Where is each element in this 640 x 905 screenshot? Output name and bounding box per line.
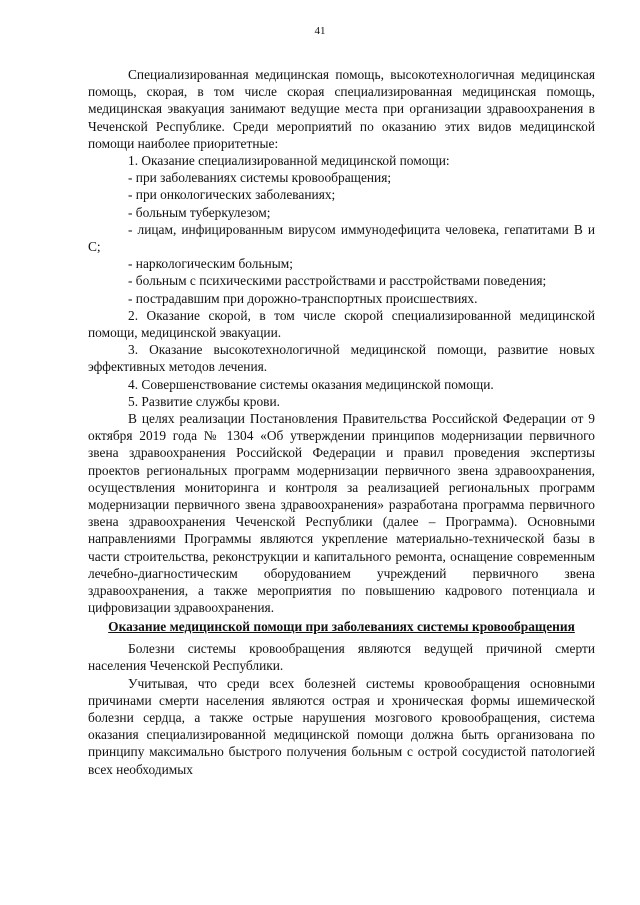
priority-item-3: 3. Оказание высокотехнологичной медицинской помощи, развитие новых эффективных методов лечения. — [88, 342, 595, 375]
page-body — [88, 66, 595, 778]
sub-item-road-accidents: - пострадавшим при дорожно-транспортных происшествиях. — [128, 290, 478, 306]
sub-item-tuberculosis: - больным туберкулезом; — [128, 204, 271, 220]
sub-item-circulatory: - при заболеваниях системы кровообращения; — [128, 170, 392, 186]
page-number: 41 — [314, 25, 326, 37]
sub-item-mental-disorders: - больным с психическими расстройствами и расстройствами поведения; — [128, 273, 547, 289]
section-heading: Оказание медицинской помощи при заболеваниях системы кровообращения — [108, 618, 575, 634]
intro-paragraph: Специализированная медицинская помощь, высокотехнологичная медицинская помощь, скорая, в том числе скорая специализированная медицинская помощь, медицинская эвакуация занимают ведущие места при организации здравоохранения в Чеченской Республике. Среди мероприятий по оказанию этих видов медицинской помощи наиболее приоритетные: — [88, 67, 595, 151]
sub-item-hiv-hepatitis: - лицам, инфицированным вирусом иммунодефицита человека, гепатитами В и С; — [88, 221, 595, 255]
sub-item-oncology: - при онкологических заболеваниях; — [128, 187, 336, 203]
priority-item-2: 2. Оказание скорой, в том числе скорой специализированной медицинской помощи, медицинской эвакуации. — [88, 307, 595, 341]
circulatory-paragraph-2: Учитывая, что среди всех болезней системы кровообращения основными причинами смерти населения являются острая и хроническая формы ишемической болезни сердца, а также острые нарушения мозгового кровообращения, система оказания специализированной медицинской помощи должна быть организована по принципу максимально быстрого получения больным с острой сосудистой патологией всех необходимых — [88, 675, 595, 777]
priority-item-4: 4. Совершенствование системы оказания медицинской помощи. — [128, 376, 494, 392]
circulatory-paragraph-1: Болезни системы кровообращения являются ведущей причиной смерти населения Чеченской Республики. — [88, 641, 595, 674]
program-paragraph: В целях реализации Постановления Правительства Российской Федерации от 9 октября 2019 года № 1304 «Об утверждении принципов модернизации первичного звена здравоохранения Российской Федерации и правил проведения экспертизы проектов региональных программ модернизации первичного звена здравоохранения, осуществления мониторинга и контроля за реализацией региональных программ модернизации первичного звена здравоохранения» разработана программа первичного звена здравоохранения Чеченской Республики (далее – Программа). Основными направлениями Программы являются укрепление материально-технической базы в части строительства, реконструкции и капитального ремонта, оснащение современным лечебно-диагностическим оборудованием учреждений первичного звена здравоохранения, а также мероприятия по повышению кадрового потенциала и цифровизации здравоохранения. — [88, 411, 595, 616]
sub-item-narcology: - наркологическим больным; — [128, 256, 293, 272]
priority-item-1: 1. Оказание специализированной медицинской помощи: — [128, 153, 450, 169]
priority-item-5: 5. Развитие службы крови. — [128, 393, 280, 409]
